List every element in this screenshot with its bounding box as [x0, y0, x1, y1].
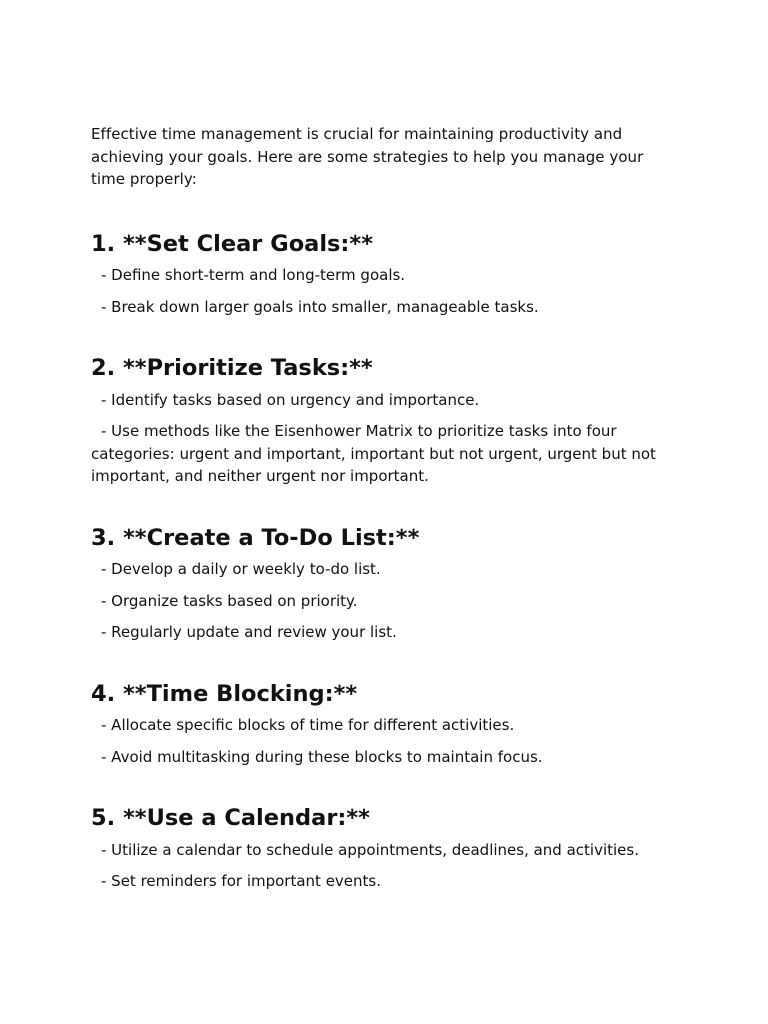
- bullet-item: - Develop a daily or weekly to-do list.: [101, 560, 381, 578]
- document-page: [91, 123, 681, 893]
- section-heading: 1. **Set Clear Goals:**: [91, 230, 373, 257]
- bullet-item: - Break down larger goals into smaller, manageable tasks.: [101, 297, 539, 316]
- bullet-item: - Organize tasks based on priority.: [101, 591, 358, 610]
- section-heading: 5. **Use a Calendar:**: [91, 805, 370, 831]
- section-set-clear-goals: [91, 230, 681, 319]
- bullet-item: - Avoid multitasking during these blocks to maintain focus.: [101, 747, 543, 766]
- section-heading: 2. **Prioritize Tasks:**: [91, 355, 373, 381]
- bullet-item: - Identify tasks based on urgency and importance.: [101, 390, 480, 409]
- bullet-item: - Regularly update and review your list.: [101, 623, 397, 641]
- section-prioritize-tasks: [91, 357, 681, 488]
- section-heading: 4. **Time Blocking:**: [91, 680, 358, 707]
- section-use-calendar: [91, 807, 681, 893]
- bullet-item: - Define short-term and long-term goals.: [101, 266, 406, 284]
- section-create-todo-list: [91, 524, 681, 644]
- bullet-item: - Set reminders for important events.: [101, 872, 382, 890]
- section-time-blocking: [91, 680, 681, 769]
- bullet-item: - Utilize a calendar to schedule appointments, deadlines, and activities.: [101, 840, 639, 859]
- section-heading: 3. **Create a To-Do List:**: [91, 524, 420, 551]
- bullet-item: - Use methods like the Eisenhower Matrix to prioritize tasks into four categories: urgent and important, important but not urgent, urgent but not important, and neither urgent nor important.: [91, 422, 656, 485]
- intro-paragraph: Effective time management is crucial for maintaining productivity and achieving your goals. Here are some strategies to help you manage your time properly:: [91, 125, 644, 188]
- bullet-item: - Allocate specific blocks of time for different activities.: [101, 716, 515, 734]
